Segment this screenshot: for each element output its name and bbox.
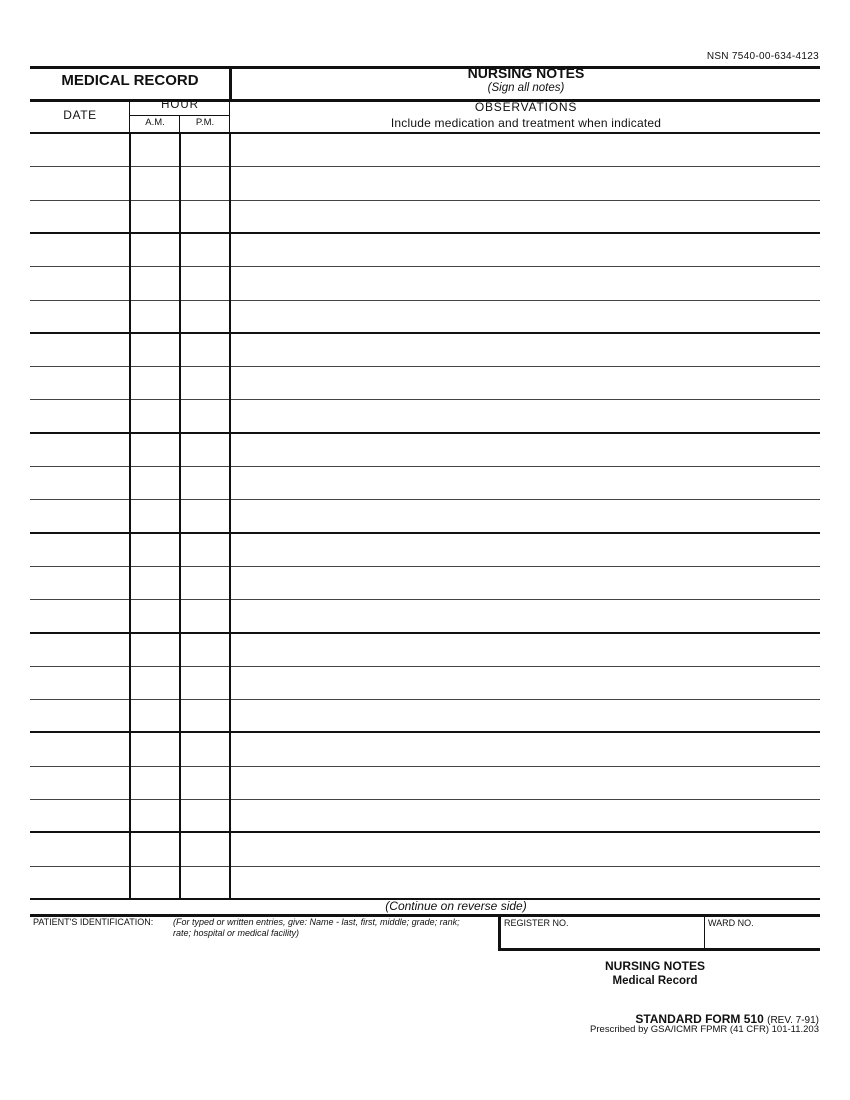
- hour-underline: [130, 115, 230, 116]
- pm-cell[interactable]: [182, 568, 228, 600]
- date-cell[interactable]: [32, 302, 128, 334]
- pm-cell[interactable]: [182, 768, 228, 800]
- header-date-divider: [129, 101, 130, 133]
- observation-cell[interactable]: [233, 368, 819, 400]
- date-cell[interactable]: [32, 435, 128, 467]
- observation-cell[interactable]: [233, 401, 819, 433]
- patient-identification-field[interactable]: [30, 917, 498, 951]
- observation-cell[interactable]: [233, 601, 819, 633]
- pm-cell[interactable]: [182, 268, 228, 300]
- pm-cell[interactable]: [182, 335, 228, 367]
- observation-cell[interactable]: [233, 868, 819, 900]
- date-cell[interactable]: [32, 535, 128, 567]
- pm-cell[interactable]: [182, 202, 228, 234]
- pm-column-line: [229, 133, 231, 899]
- am-cell[interactable]: [132, 668, 178, 700]
- pm-cell[interactable]: [182, 168, 228, 200]
- register-number-label: REGISTER NO.: [504, 918, 569, 928]
- date-cell[interactable]: [32, 202, 128, 234]
- register-box-left-border: [498, 914, 501, 951]
- header-obs-divider: [229, 101, 230, 133]
- ward-number-field[interactable]: [706, 930, 819, 948]
- pm-cell[interactable]: [182, 135, 228, 167]
- observation-cell[interactable]: [233, 668, 819, 700]
- am-cell[interactable]: [132, 834, 178, 866]
- date-column-header: DATE: [63, 108, 97, 122]
- observation-cell[interactable]: [233, 302, 819, 334]
- date-cell[interactable]: [32, 568, 128, 600]
- pm-cell[interactable]: [182, 535, 228, 567]
- am-cell[interactable]: [132, 568, 178, 600]
- patient-identification-label: PATIENT'S IDENTIFICATION:: [33, 917, 154, 927]
- nsn-number: NSN 7540-00-634-4123: [706, 51, 819, 62]
- observation-cell[interactable]: [233, 135, 819, 167]
- am-cell[interactable]: [132, 302, 178, 334]
- ward-divider: [704, 917, 705, 948]
- hour-column-header: HOUR: [161, 99, 199, 111]
- observation-cell[interactable]: [233, 535, 819, 567]
- am-cell[interactable]: [132, 435, 178, 467]
- observation-cell[interactable]: [233, 168, 819, 200]
- pm-cell[interactable]: [182, 834, 228, 866]
- observation-cell[interactable]: [233, 768, 819, 800]
- revision-label: (REV. 7-91): [767, 1015, 819, 1026]
- date-cell[interactable]: [32, 135, 128, 167]
- date-cell[interactable]: [32, 501, 128, 533]
- date-cell[interactable]: [32, 834, 128, 866]
- date-cell[interactable]: [32, 734, 128, 766]
- am-column-header: A.M.: [145, 117, 165, 128]
- observation-cell[interactable]: [233, 701, 819, 733]
- observation-cell[interactable]: [233, 202, 819, 234]
- observation-cell[interactable]: [233, 568, 819, 600]
- date-cell[interactable]: [32, 801, 128, 833]
- am-column-line: [179, 133, 181, 899]
- observation-cell[interactable]: [233, 734, 819, 766]
- observation-cell[interactable]: [233, 235, 819, 267]
- observations-instructions: Include medication and treatment when indicated: [390, 116, 662, 130]
- am-cell[interactable]: [132, 368, 178, 400]
- date-cell[interactable]: [32, 668, 128, 700]
- am-cell[interactable]: [132, 734, 178, 766]
- register-box-bottom-border: [498, 948, 820, 951]
- date-cell[interactable]: [32, 701, 128, 733]
- date-cell[interactable]: [32, 601, 128, 633]
- pm-cell[interactable]: [182, 401, 228, 433]
- observation-cell[interactable]: [233, 435, 819, 467]
- pm-cell[interactable]: [182, 302, 228, 334]
- am-cell[interactable]: [132, 635, 178, 667]
- date-cell[interactable]: [32, 401, 128, 433]
- pm-cell[interactable]: [182, 734, 228, 766]
- prescribed-by: Prescribed by GSA/ICMR FPMR (41 CFR) 101-11.203: [590, 1024, 819, 1035]
- row-line: [30, 866, 820, 867]
- standard-form-label: STANDARD FORM 510: [635, 1012, 764, 1026]
- am-cell[interactable]: [132, 235, 178, 267]
- observations-column-header: OBSERVATIONS: [474, 100, 578, 114]
- nursing-notes-title: NURSING NOTES: [467, 65, 585, 81]
- header-am-pm-divider: [179, 115, 180, 133]
- am-cell[interactable]: [132, 535, 178, 567]
- pm-cell[interactable]: [182, 235, 228, 267]
- medical-record-title: MEDICAL RECORD: [61, 72, 199, 89]
- pm-cell[interactable]: [182, 368, 228, 400]
- pm-cell[interactable]: [182, 435, 228, 467]
- continue-note: (Continue on reverse side): [385, 899, 527, 913]
- am-cell[interactable]: [132, 501, 178, 533]
- pm-cell[interactable]: [182, 601, 228, 633]
- pm-cell[interactable]: [182, 668, 228, 700]
- am-cell[interactable]: [132, 801, 178, 833]
- pm-cell[interactable]: [182, 468, 228, 500]
- am-cell[interactable]: [132, 335, 178, 367]
- observation-cell[interactable]: [233, 801, 819, 833]
- row-line: [30, 300, 820, 301]
- pm-cell[interactable]: [182, 701, 228, 733]
- header-bottom-border: [30, 132, 820, 134]
- date-cell[interactable]: [32, 868, 128, 900]
- observation-cell[interactable]: [233, 268, 819, 300]
- observation-cell[interactable]: [233, 834, 819, 866]
- date-cell[interactable]: [32, 368, 128, 400]
- date-cell[interactable]: [32, 168, 128, 200]
- am-cell[interactable]: [132, 135, 178, 167]
- date-column-line: [129, 133, 131, 899]
- register-number-field[interactable]: [502, 930, 702, 948]
- am-cell[interactable]: [132, 202, 178, 234]
- footer-form-name: NURSING NOTES: [604, 959, 705, 973]
- am-cell[interactable]: [132, 468, 178, 500]
- date-cell[interactable]: [32, 335, 128, 367]
- observation-cell[interactable]: [233, 468, 819, 500]
- date-cell[interactable]: [32, 268, 128, 300]
- am-cell[interactable]: [132, 868, 178, 900]
- am-cell[interactable]: [132, 168, 178, 200]
- pm-cell[interactable]: [182, 501, 228, 533]
- footer-form-category: Medical Record: [612, 975, 698, 987]
- pm-column-header: P.M.: [195, 117, 215, 128]
- observation-cell[interactable]: [233, 635, 819, 667]
- observation-cell[interactable]: [233, 501, 819, 533]
- am-cell[interactable]: [132, 601, 178, 633]
- ward-number-label: WARD NO.: [708, 918, 754, 928]
- date-cell[interactable]: [32, 468, 128, 500]
- pm-cell[interactable]: [182, 801, 228, 833]
- observation-cell[interactable]: [233, 335, 819, 367]
- am-cell[interactable]: [132, 701, 178, 733]
- pm-cell[interactable]: [182, 868, 228, 900]
- date-cell[interactable]: [32, 635, 128, 667]
- row-line: [30, 766, 820, 767]
- row-line: [30, 200, 820, 201]
- am-cell[interactable]: [132, 401, 178, 433]
- date-cell[interactable]: [32, 768, 128, 800]
- patient-identification-instructions: (For typed or written entries, give: Name - last, first, middle; grade; rank; rate; hospital or medical facility): [173, 917, 460, 938]
- am-cell[interactable]: [132, 268, 178, 300]
- nursing-notes-subtitle: (Sign all notes): [487, 82, 565, 94]
- am-cell[interactable]: [132, 768, 178, 800]
- date-cell[interactable]: [32, 235, 128, 267]
- pm-cell[interactable]: [182, 635, 228, 667]
